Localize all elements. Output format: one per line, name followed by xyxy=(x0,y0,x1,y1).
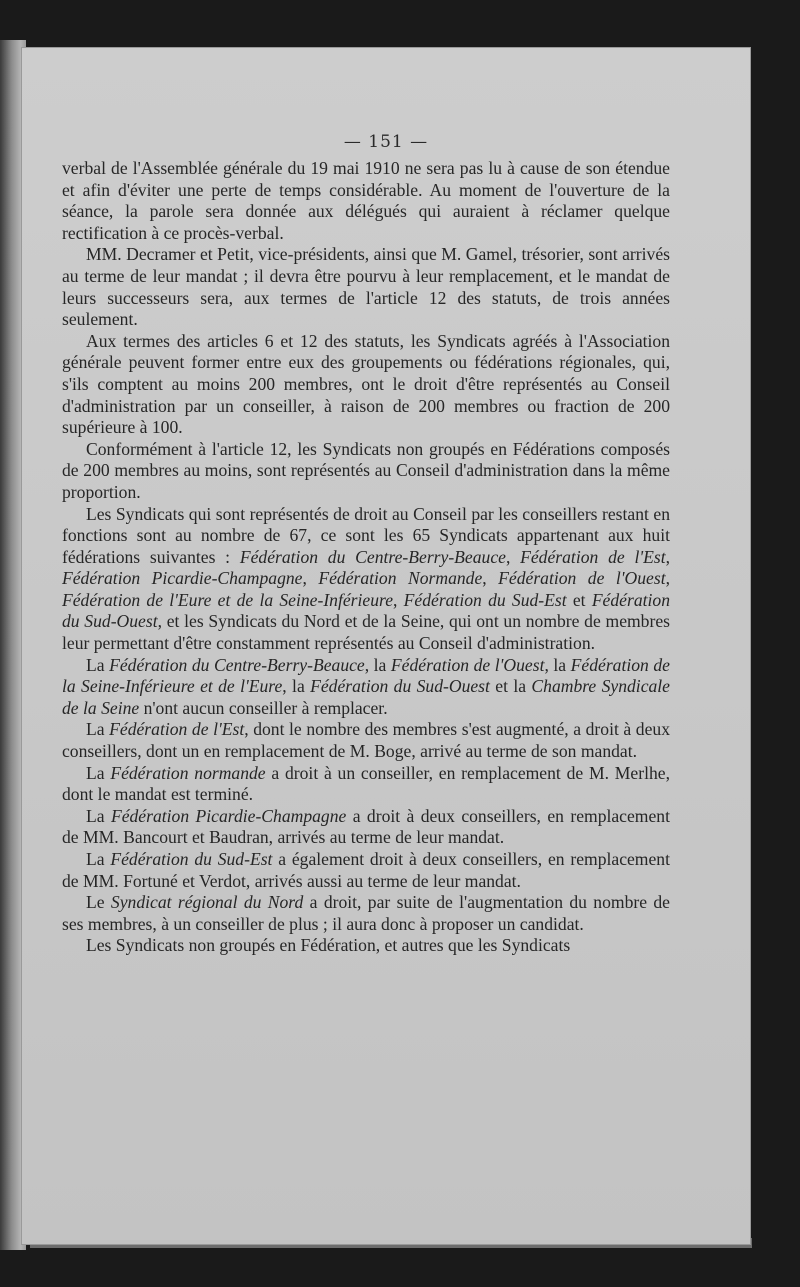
italic-run: Fédération du Sud-Est xyxy=(110,849,273,869)
text-run: , xyxy=(665,568,670,589)
italic-run: Fédération normande xyxy=(110,762,266,783)
text-run: La xyxy=(86,849,111,869)
paragraph xyxy=(62,504,670,655)
text-run: , la xyxy=(282,676,311,697)
italic-run: Chambre Syndicale de la Seine xyxy=(62,676,670,718)
text-run: , xyxy=(393,589,404,610)
text-run: a droit à deux conseillers, en remplacement de MM. Bancourt et Baudran, arrivés au terme de leur mandat. xyxy=(62,805,670,848)
body-text xyxy=(62,158,670,957)
text-run: et la xyxy=(489,676,532,697)
text-run: La xyxy=(86,719,110,740)
italic-run: Fédération du Sud-Ouest xyxy=(62,589,670,632)
italic-run: Fédération du Sud-Ouest xyxy=(310,676,490,697)
text-run: Les Syndicats non groupés en Fédération, et autres que les Syndicats xyxy=(86,935,571,956)
text-run: verbal de l'Assemblée générale du 19 mai 1910 ne sera pas lu à cause de son étendue et afin d'éviter une perte de temps considérable. Au moment de l'ouverture de la séance, la parole sera donnée aux délégués qui auraient à réclamer quelque rectification à ce procès-verbal. xyxy=(62,158,670,243)
text-run: MM. Decramer et Petit, vice-présidents, ainsi que M. Gamel, trésorier, sont arrivés au terme de leur mandat ; il devra être pourvu à leur remplacement, et le mandat de leurs successeurs sera, aux termes de l'article 12 des statuts, de trois années seulement. xyxy=(62,244,670,330)
italic-run: Fédération de l'Ouest xyxy=(498,568,666,589)
text-run: La xyxy=(86,654,110,675)
text-run: , xyxy=(482,568,499,589)
text-run: , la xyxy=(544,654,571,675)
text-run: a également droit à deux conseillers, en remplacement de MM. Fortuné et Verdot, arrivés aussi au terme de leur mandat. xyxy=(62,849,670,891)
text-run: Conformément à l'article 12, les Syndicats non groupés en Fédérations composés de 200 membres au moins, sont représentés au Conseil d'administration dans la même proportion. xyxy=(62,438,670,502)
italic-run: Fédération Normande xyxy=(318,568,483,589)
italic-run: Fédération du Sud-Est xyxy=(403,589,567,610)
paragraph xyxy=(62,935,670,957)
text-run: Le xyxy=(86,892,111,913)
paragraph xyxy=(62,439,670,504)
paragraph xyxy=(62,655,670,720)
text-run: , xyxy=(302,568,319,589)
italic-run: Fédération de l'Ouest xyxy=(390,654,545,675)
paragraph xyxy=(62,806,670,849)
italic-run: Fédération de l'Est xyxy=(109,719,245,740)
text-run: , et les Syndicats du Nord et de la Seine, qui ont un nombre de membres leur permettant d'être constamment représentés au Conseil d'administration. xyxy=(62,611,670,654)
italic-run: Fédération de l'Eure et de la Seine-Inférieure xyxy=(62,589,394,610)
paragraph xyxy=(62,763,670,806)
italic-run: Fédération de l'Est xyxy=(520,546,666,567)
paragraph xyxy=(62,719,670,762)
text-run: et xyxy=(566,589,592,610)
text-run: , dont le nombre des membres s'est augmenté, a droit à deux conseillers, dont un en remplacement de M. Boge, arrivé au terme de son mandat. xyxy=(62,719,670,762)
italic-run: Fédération du Centre-Berry-Beauce xyxy=(239,546,506,567)
paragraph xyxy=(62,244,670,330)
paragraph xyxy=(62,892,670,935)
italic-run: Fédération Picardie-Champagne xyxy=(62,568,303,589)
text-run: Aux termes des articles 6 et 12 des statuts, les Syndicats agréés à l'Association générale peuvent former entre eux des groupements ou fédérations régionales, qui, s'ils comptent au moins 200 membres, ont le droit d'être représentés au Conseil d'administration par un conseiller, à raison de 200 membres ou fraction de 200 supérieure à 100. xyxy=(62,330,670,438)
text-run: Les Syndicats qui sont représentés de droit au Conseil par les conseillers restant en fonctions sont au nombre de 67, ce sont les 65 Syndicats appartenant aux huit fédérations suivantes : xyxy=(62,503,670,567)
text-run: , xyxy=(665,546,670,567)
page-sheet xyxy=(22,48,750,1244)
paragraph xyxy=(62,158,670,244)
text-run: n'ont aucun conseiller à remplacer. xyxy=(139,697,388,718)
italic-run: Syndicat régional du Nord xyxy=(110,892,304,913)
text-run: , xyxy=(505,546,521,567)
page-number: — 151 — xyxy=(343,132,429,152)
text-run: La xyxy=(86,762,111,783)
italic-run: Fédération Picardie-Champagne xyxy=(110,805,347,826)
italic-run: Fédération du Centre-Berry-Beauce xyxy=(109,654,365,675)
text-run: a droit, par suite de l'augmentation du nombre de ses membres, à un conseiller de plus ; il aura donc à proposer un candidat. xyxy=(62,892,670,934)
text-run: La xyxy=(86,805,111,826)
paragraph xyxy=(62,331,670,439)
text-run: , la xyxy=(364,654,391,675)
italic-run: Fédération de la Seine-Inférieure et de l'Eure xyxy=(62,654,670,697)
text-run: a droit à un conseiller, en remplacement de M. Merlhe, dont le mandat est terminé. xyxy=(62,762,670,805)
paragraph xyxy=(62,849,670,892)
